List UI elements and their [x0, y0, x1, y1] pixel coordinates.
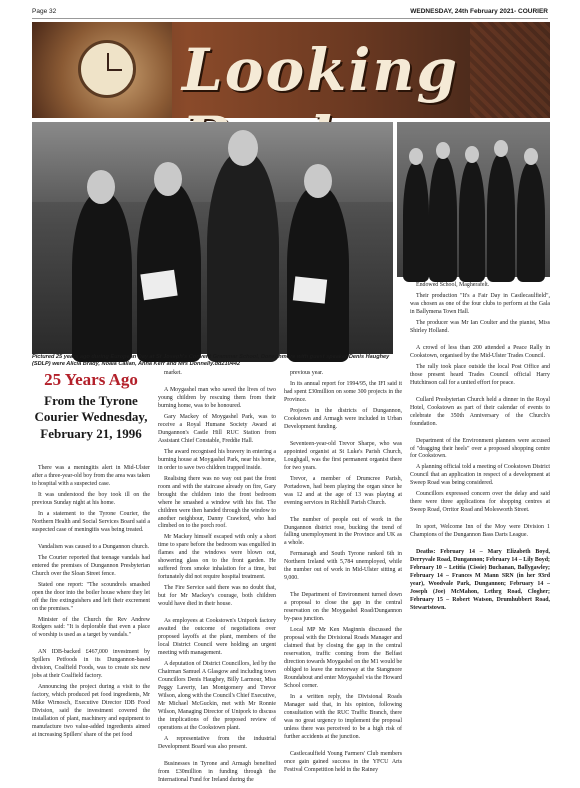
paragraph: A representative from the industrial Development Board was also present. [158, 735, 276, 750]
paragraph: In its annual report for 1994/95, the IFI said it had spent £30million on some 300 projects in the Province. [284, 380, 402, 403]
paragraph: The Fire Service said there was no doubt that, but for Mr Mackey's courage, both children would have died in their house. [158, 585, 276, 608]
paragraph: Businesses in Tyrone and Armagh benefited from £30million in funding through the International Fund for Ireland during the [158, 760, 276, 783]
paragraph: Seventeen-year-old Trevor Sharpe, who was appointed organist at St Luke's Parish Church, Loughgall, was the first permanent organist there for two years. [284, 440, 402, 471]
paragraph: A planning official told a meeting of Cookstown District Council that an application in respect of a development at Sweep Road was being considered. [410, 464, 550, 487]
paragraph: Realising there was no way out past the front room and with the staircase already on fire, Gary brought the children into the front bedroom where he smashed a window with his fist. The children were then handed through the window to another neighbour, Danny Crawford, who had climbed on to the porch roof. [158, 475, 276, 530]
paragraph: The producer was Mr Ian Coulter and the pianist, Miss Shirley Holland. [410, 319, 550, 334]
page-header [32, 6, 548, 19]
article-column-2 [158, 370, 276, 788]
paragraph: AN IDB-backed £467,000 investment by Spillers Petfoods in its Dungannon-based division, Coalfield Foods, was to create six new jobs at their Coalfield factory. [32, 649, 150, 680]
issue-line: WEDNESDAY, 24th February 2021- COURIER [410, 8, 548, 15]
paragraph: In sport, Welcome Inn of the Moy were Division 1 Champions of the Dungannon Bass Darts League. [410, 524, 550, 539]
paragraph: The Department of Environment turned down a proposal to close the gap in the central reservation on the Moygashel Road/Dungannon by-pass junction. [284, 592, 402, 623]
paragraph: Gary Mackey of Moygashel Park, was to receive a Royal Humane Society Award at Dungannon's Castle Hill RUC Station from Assistant Chief Constable, Freddie Hall. [158, 413, 276, 444]
paragraph: Minister of the Church the Rev Andrew Rodgers said: "It is deplorable that even a place of worship is used as a target by vandals." [32, 616, 150, 639]
paragraph: Councillors expressed concern over the delay and said there were three applications for shopping centres at Sweep Road, Orritor Road and Molesworth Street. [410, 491, 550, 514]
main-photo [32, 122, 393, 354]
paragraph: The award recognised his bravery in entering a burning house at Moygashel Park, near his home, in order to save two children trapped inside. [158, 448, 276, 471]
paragraph: A crowd of less than 200 attended a Peace Rally in Cookstown, organised by the Mid-Ulster Trades Council. [410, 344, 550, 359]
paragraph: The Courier reported that teenage vandals had entered the premises of Dungannon Presbyterian Church over the Sloan Street fence. [32, 554, 150, 577]
paragraph: Trevor, a member of Drumcree Parish, Portadown, had been playing the organ since he was 12 and at the age of 13 was playing at evening services in Richhill Parish Church. [284, 475, 402, 506]
paragraph: Department of the Environment planners were accused of "dragging their heels" over a proposed shopping centre for Cookstown. [410, 437, 550, 460]
paragraph: Mr Mackey himself escaped with only a short time to spare before the bedroom was engulfed in flames and the windows were blown out, showering glass on to the front garden. He suffered from smoke inhalation for a time, but fortunately did not require hospital treatment. [158, 534, 276, 581]
side-photo [397, 122, 550, 277]
paragraph: Fermanagh and South Tyrone ranked 6th in Northern Ireland with 5,784 unemployed, while the number out of work in Mid-Ulster sitting at 9,000. [284, 551, 402, 582]
section-title: 25 Years Ago [44, 370, 138, 389]
paragraph: The rally took place outside the local Post Office and those present heard Trades Council official Harry Hutchinson call for a united effort for peace. [410, 363, 550, 386]
paragraph: A deputation of District Councillors, led by the Chairman Samuel A Glasgow and including town Councillors Denis Haughey, Billy Larmour, Miss Peggy Laverty, Ian Montgomery and Trevor Wilson, along with the Council's Chief Executive, Mr Michael McGuckin, met with Mr Ronnie Wilson, Managing Director of Unipork to discuss the implications of the proposed review of operations at the Cookstown plant. [158, 661, 276, 731]
paragraph: A Moygashel man who saved the lives of two young children by rescuing them from their burning home, was to be honoured. [158, 386, 276, 409]
banner-title: Looking [182, 36, 460, 104]
paragraph: It was understood the boy took ill on the previous Sunday night at his home. [32, 491, 150, 506]
paragraph: In a statement to the Tyrone Courier, the Northern Health and Social Services Board said a suspected case of meningitis was being treated. [32, 510, 150, 533]
paragraph: Vandalism was caused to a Dungannon church. [38, 543, 150, 550]
paragraph: Projects in the districts of Dungannon, Cookstown and Armagh were included in Urban Development funding. [284, 407, 402, 430]
paragraph: As employees at Cookstown's Unipork factory awaited the outcome of negotiations over proposed layoffs at the plant, members of the local District Council were holding an urgent meeting with management. [158, 618, 276, 657]
photo-caption: Pictured 25 years ago during European Day at St Joseph's Convent Grammar School, Donaghmore with guest speaker Denis Haughey (SDLP) were Alicia Brady, Noala Callan, Anna Kerr and Mrs Donnelly.dd210442 [32, 354, 390, 368]
article-column-1 [32, 465, 150, 743]
paragraph: Cullard Presbyterian Church held a dinner in the Royal Hotel, Cookstown as part of their calendar of events to celebrate the 350th Anniversary of the Church's foundation. [410, 396, 550, 427]
paragraph: Announcing the project during a visit to the factory, which produced pet food ingredients, Mr Mike Wirnosch, Executive Director IDB Food Division, said the investment covered the installation of plant, machinery and equipment to manufacture two value-added ingredients aimed at increasing Spillers' share of the pet food [32, 684, 150, 739]
paragraph: previous year. [290, 370, 324, 376]
paragraph: Their production "It's a Fair Day in Castlecaulfield", was chosen as one of the four clubs to perform at the Gala in Ballymena Town Hall. [410, 292, 550, 315]
paragraph: Local MP Mr Ken Maginnis discussed the proposal with the Divisional Roads Manager and claimed that by closing the gap in the central reservation, traffic coming from the Belfast direction towards Moygashel on the M1 would be obliged to leave the motorway at the Stangmore Roundabout and enter Moygashel via the Howard School corner. [284, 627, 402, 689]
paragraph: The number of people out of work in the Dungannon district rose, bucking the trend of falling unemployment in the Province and UK as a whole. [284, 516, 402, 547]
paragraph: Stated one report: "The scoundrels smashed open the door into the boiler house where they let off the fire extinguishers and left their excrement on the premises." [32, 581, 150, 612]
article-column-3 [284, 370, 402, 778]
clock-icon [78, 40, 136, 98]
page-number: Page 32 [32, 8, 57, 15]
deaths-list: Deaths: February 14 – Mary Elizabeth Boyd, Derryvale Road, Dungannon; February 14 – Lily Boyd; February 10 – Letitia (Cissie) Buchanan, Ballygawley; February 14 – Frances M Mann SRN (in her 93rd year), Woodvale Park, Dungannon; February 14 – Joseph (Joe) McMahon, Lethrg Road, Clogher; February 15 – Robert Watson, Drumhubbert Road, Stewartstown. [410, 549, 550, 611]
paragraph: Endowed School, Magherafelt. [416, 282, 490, 288]
looking-back-banner [32, 22, 550, 118]
paragraph: Castlecaulfield Young Farmers' Club members once gain gained success in the YFCU Arts Festival Competition held in the Rainey [284, 750, 402, 773]
paragraph: There was a meningitis alert in Mid-Ulster after a three-year-old boy from the area was taken to hospital with a suspected case. [32, 465, 150, 487]
article-column-4 [410, 282, 550, 616]
paragraph: In a written reply, the Divisional Roads Manager said that, in his opinion, following consultation with the RUC Traffic Branch, there was no great urgency to implement the proposal unless there was perceived to be a high risk of further accidents at the junction. [284, 693, 402, 740]
article-subhead: From the Tyrone Courier Wednesday, February 21, 1996 [34, 393, 148, 441]
paragraph: market. [164, 370, 182, 376]
